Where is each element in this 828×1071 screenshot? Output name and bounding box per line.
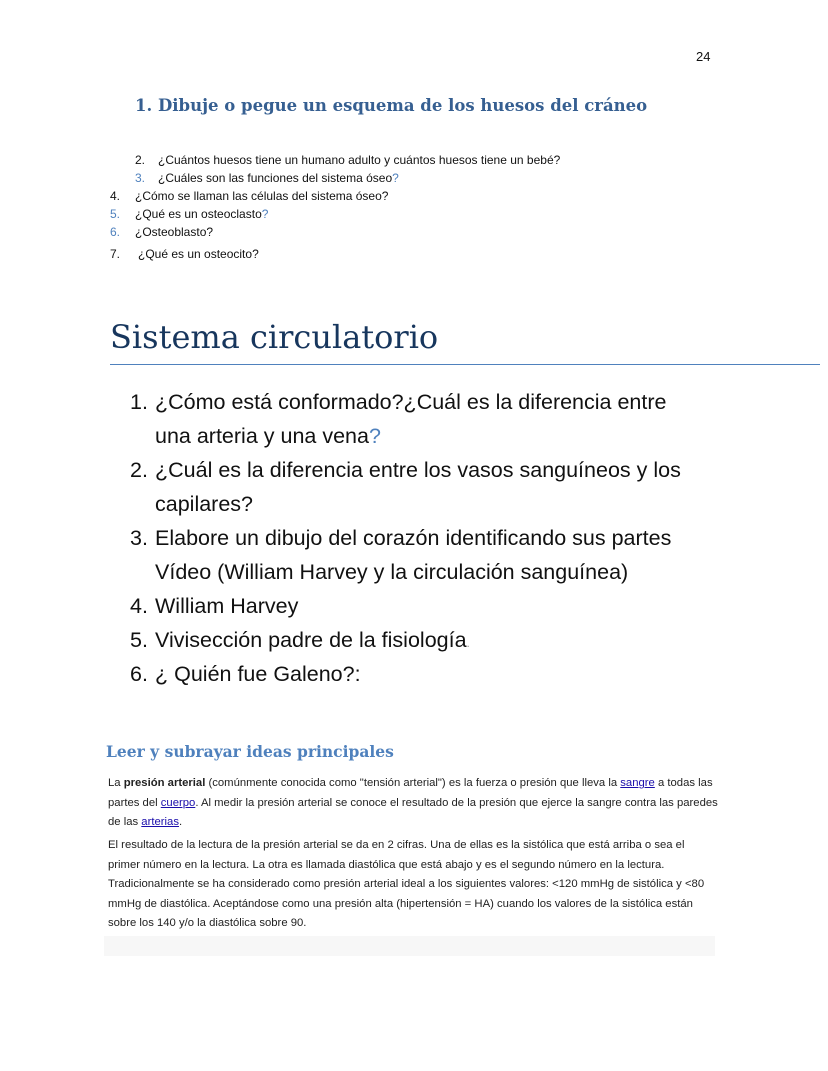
item-number: 4. [130,594,148,618]
link-arterias[interactable]: arterias [141,816,179,828]
item-text: una arteria y una vena [155,424,369,448]
item-suffix: ? [368,424,381,448]
link-sangre[interactable]: sangre [620,777,655,789]
item-continuation: capilares? [155,492,253,516]
circulatory-item [130,385,666,419]
question-item [110,207,269,221]
item-suffix: ? [261,207,269,221]
question-item [110,225,214,239]
text: . Al medir la presión arterial se conoce el resultado de la presión que ejerce la sangre contra las paredes de las [108,796,718,828]
link-cuerpo[interactable]: cuerpo [160,796,196,809]
circulatory-item [130,521,671,555]
item-number: 7. [110,247,121,261]
bold-term: presión arterial [123,777,206,789]
title-underline [110,364,820,365]
item-continuation: Vídeo (William Harvey y la circulación sanguínea) [155,560,629,584]
page-number: 24 [696,49,711,64]
question-item [135,171,399,185]
text: . [178,816,183,828]
text: La [108,777,124,789]
circulatory-item [130,589,298,623]
item-text: ¿Cuáles son las funciones del sistema óseo [158,171,393,185]
item-text: ¿ Quién fue Galeno?: [155,662,361,686]
item-text: William Harvey [155,594,299,618]
item-suffix: ? [392,171,399,185]
section-title-circulatory: Sistema circulatorio [110,318,439,356]
item-text: ¿Cuántos huesos tiene un humano adulto y cuántos huesos tiene un bebé? [158,153,561,167]
item-text: Vivisección padre de la fisiología [155,628,467,652]
item-text: ¿Cómo está conformado?¿Cuál es la diferencia entre [155,390,667,414]
grey-band [104,936,715,956]
item-text: ¿Cuál es la diferencia entre los vasos sanguíneos y los [155,458,681,482]
item-number: 5. [110,207,121,221]
circulatory-item [130,453,681,487]
item-continuation [155,419,381,453]
question-item [135,153,561,167]
paragraph-reading-values: El resultado de la lectura de la presión arterial se da en 2 cifras. Una de ellas es la sistólica que está arriba o sea el primer número en la lectura. La otra es llamada diastólica que está abajo y es el segundo número en la lectura. Tradicionalmente se ha considerado como presión arterial ideal a los siguientes valores: <120 mmHg de sistólica y <80 mmHg de diastólica. Aceptándose como una presión alta (hipertensión = HA) cuando los valores de la sistólica están sobre los 140 y/o la diastólica sobre 90. [108,839,705,929]
item-number: 1. [130,390,148,414]
question-item [110,189,389,203]
circulatory-item [130,657,361,691]
item-text: Elabore un dibujo del corazón identificando sus partes [155,526,672,550]
text: a todas las partes del [108,777,713,809]
text: (comúnmente conocida como "tensión arterial") es la fuerza o presión que lleva la [205,777,621,789]
item-number: 6. [110,225,121,239]
circulatory-item [130,623,470,660]
item-number: 3. [135,171,146,185]
section-heading-reading: Leer y subrayar ideas principales [106,742,394,761]
item-text: ¿Qué es un osteoclasto [135,207,262,221]
paragraph-blood-pressure [108,774,718,833]
item-number: 2. [130,458,148,482]
item-text: ¿Qué es un osteocito? [138,247,259,261]
item-text: ¿Osteoblasto? [135,225,214,239]
item-number: 4. [110,189,121,203]
item-suffix: . [466,636,470,650]
section-heading-skull: 1. Dibuje o pegue un esquema de los huesos del cráneo [135,96,648,115]
item-text: ¿Cómo se llaman las células del sistema óseo? [135,189,389,203]
item-number: 5. [130,628,148,652]
question-item [110,247,259,261]
item-number: 6. [130,662,148,686]
item-number: 2. [135,153,146,167]
item-number: 3. [130,526,148,550]
